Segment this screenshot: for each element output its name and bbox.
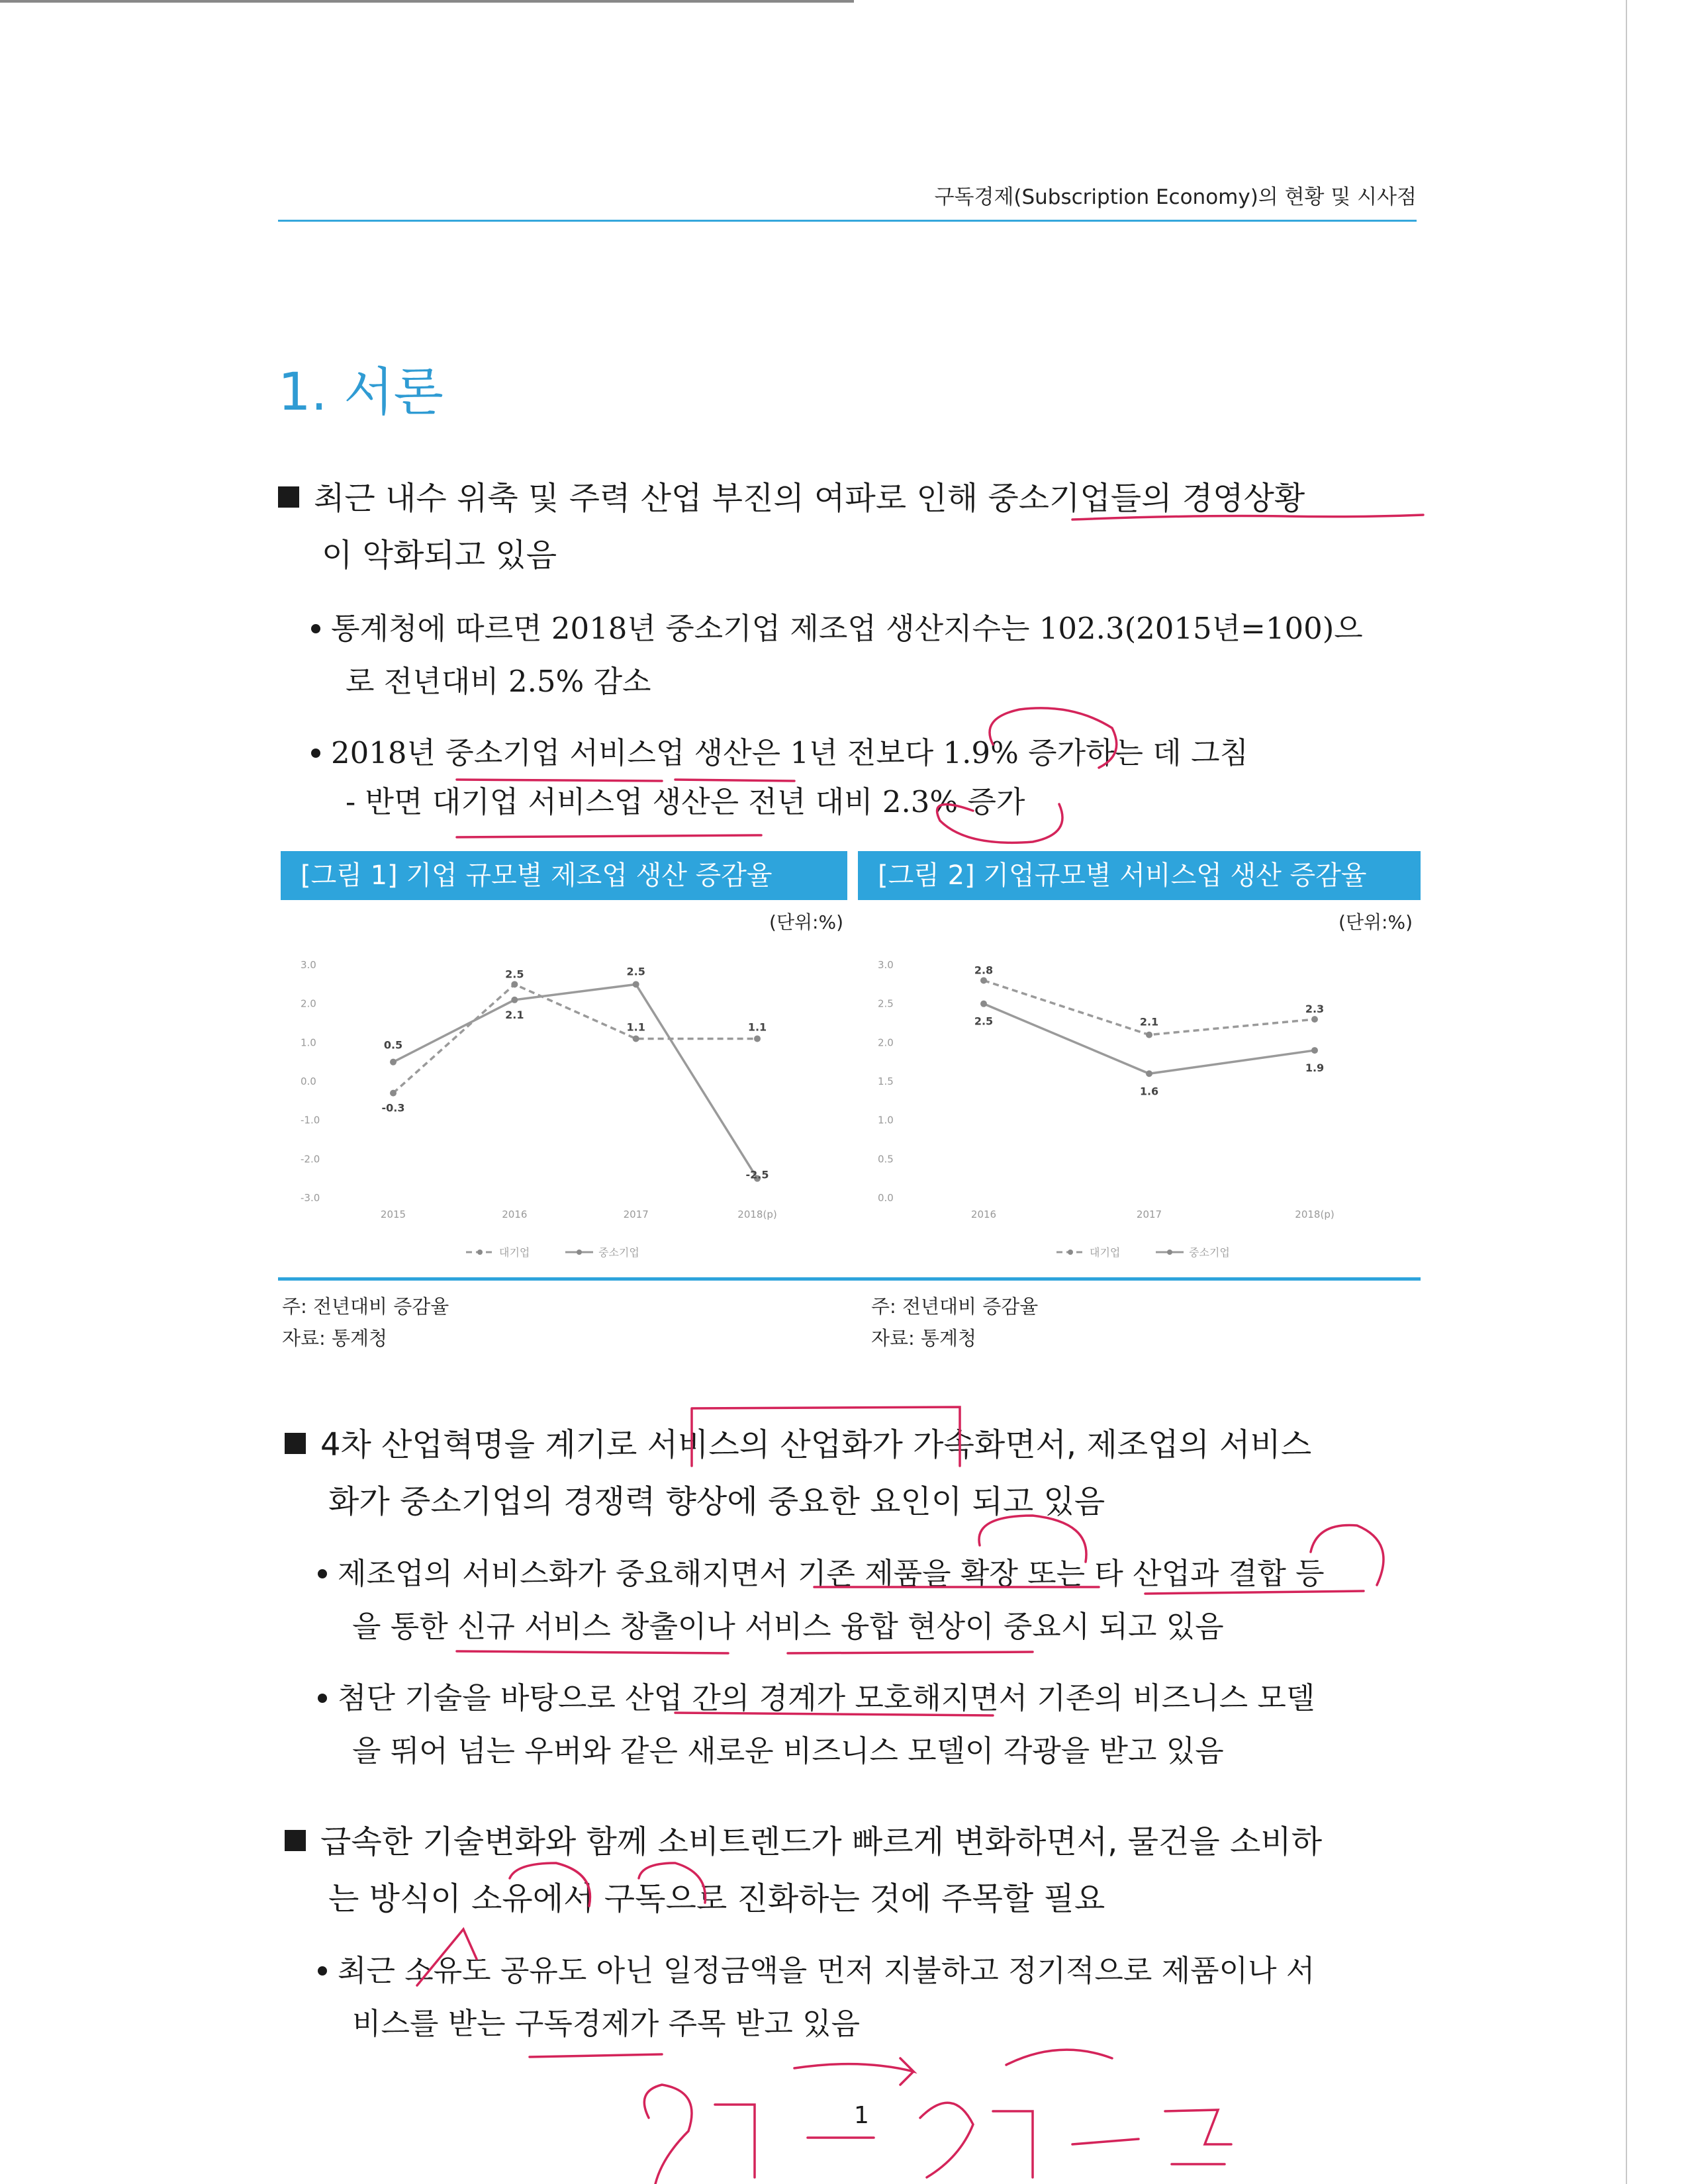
y-tick-label: -3.0	[301, 1192, 320, 1204]
handwriting-mark	[993, 2111, 1033, 2177]
para3-bullet1-line2: 비스를 받는 구독경제가 주목 받고 있음	[352, 2006, 861, 2041]
x-tick-label: 2016	[502, 1208, 528, 1220]
data-label: 1.1	[626, 1021, 645, 1034]
y-tick-label: 3.0	[878, 959, 894, 971]
data-label: 2.5	[974, 1015, 994, 1028]
y-tick-label: 1.0	[301, 1036, 316, 1049]
para2-bullet2-line1: 첨단 기술을 바탕으로 산업 간의 경계가 모호해지면서 기존의 비즈니스 모델	[318, 1672, 1436, 1725]
y-tick-label: 0.0	[301, 1075, 316, 1087]
figure-1-source: 자료: 통계청	[282, 1327, 388, 1349]
circle-mark	[937, 804, 1062, 842]
section-title: 1. 서론	[278, 363, 444, 422]
data-label: -0.3	[381, 1101, 405, 1115]
data-label: 2.5	[505, 968, 524, 981]
running-header: 구독경제(Subscription Economy)의 현황 및 시사점	[934, 185, 1417, 209]
legend-label: 대기업	[499, 1246, 530, 1259]
para1-line2: 이 악화되고 있음	[322, 537, 557, 574]
x-tick-label: 2018(p)	[1295, 1208, 1335, 1220]
underline-mark	[1145, 1591, 1364, 1594]
handwriting-mark	[1165, 2110, 1231, 2164]
underline-mark	[457, 835, 761, 837]
handwriting-mark	[644, 2085, 692, 2184]
y-tick-label: 2.0	[301, 997, 316, 1010]
para1-bullet2-line2: - 반면 대기업 서비스업 생산은 전년 대비 2.3% 증가	[346, 784, 1025, 819]
para2-bullet1-line1: 제조업의 서비스화가 중요해지면서 기존 제품을 확장 또는 타 산업과 결합 등	[318, 1547, 1436, 1600]
para2-bullet2-line2: 을 뛰어 넘는 우버와 같은 새로운 비즈니스 모델이 각광을 받고 있음	[352, 1733, 1224, 1768]
data-label: 0.5	[383, 1038, 403, 1052]
arrow-mark	[1006, 2050, 1112, 2065]
figure-2-source: 자료: 통계청	[871, 1327, 977, 1349]
circle-mark	[510, 1863, 590, 1906]
para1-bullet1-line1: 통계청에 따르면 2018년 중소기업 제조업 생산지수는 102.3(2015년=100)으	[311, 602, 1436, 655]
underline-mark	[457, 1651, 728, 1653]
para2-line2: 화가 중소기업의 경쟁력 향상에 중요한 요인이 되고 있음	[328, 1483, 1105, 1520]
x-tick-label: 2017	[623, 1208, 649, 1220]
figure-2-note: 주: 전년대비 증감율	[871, 1295, 1039, 1318]
figure-1-title: [그림 1] 기업 규모별 제조업 생산 증감율	[281, 851, 847, 900]
circle-mark	[639, 1863, 705, 1903]
data-label: 2.5	[626, 965, 645, 978]
page-number: 1	[854, 2102, 869, 2129]
y-tick-label: -1.0	[301, 1114, 320, 1126]
legend-label: 중소기업	[1189, 1246, 1230, 1259]
x-tick-label: 2017	[1136, 1208, 1162, 1220]
data-label: 1.1	[747, 1021, 767, 1034]
data-label: 1.9	[1305, 1062, 1325, 1075]
data-label: 2.3	[1305, 1003, 1325, 1016]
data-label: -2.5	[745, 1168, 769, 1181]
y-tick-label: 1.5	[878, 1075, 894, 1087]
y-tick-label: 3.0	[301, 959, 316, 971]
circle-mark	[1311, 1525, 1383, 1586]
x-tick-label: 2016	[970, 1208, 997, 1220]
underline-mark	[788, 1652, 1033, 1653]
figure-1-note: 주: 전년대비 증감율	[282, 1295, 449, 1318]
underline-mark	[457, 780, 662, 781]
circle-mark	[990, 708, 1117, 768]
y-tick-label: 0.0	[878, 1192, 894, 1204]
y-tick-label: 0.5	[878, 1153, 894, 1165]
y-tick-label: -2.0	[301, 1153, 320, 1165]
para2-bullet1-line2: 을 통한 신규 서비스 창출이나 서비스 융합 현상이 중요시 되고 있음	[352, 1609, 1224, 1644]
figure-2-unit: (단위:%)	[1338, 911, 1413, 933]
para1-bullet1-line2: 로 전년대비 2.5% 감소	[346, 664, 651, 699]
data-label: 2.8	[974, 964, 994, 977]
x-tick-label: 2015	[380, 1208, 406, 1220]
data-label: 2.1	[1139, 1015, 1159, 1028]
underline-mark	[1072, 515, 1423, 520]
bracket-mark	[692, 1407, 960, 1466]
handwriting-mark	[1072, 2139, 1139, 2144]
legend-label: 대기업	[1090, 1246, 1121, 1259]
figure-2-title: [그림 2] 기업규모별 서비스업 생산 증감율	[858, 851, 1421, 900]
underline-mark	[675, 780, 794, 781]
y-tick-label: 2.5	[878, 997, 894, 1010]
para2-line1: 4차 산업혁명을 계기로 서비스의 산업화가 가속화면서, 제조업의 서비스	[285, 1416, 1436, 1473]
figure-1-unit: (단위:%)	[769, 911, 843, 933]
legend-label: 중소기업	[598, 1246, 639, 1259]
para3-line1: 급속한 기술변화와 함께 소비트렌드가 빠르게 변화하면서, 물건을 소비하	[285, 1813, 1436, 1870]
data-label: 1.6	[1139, 1085, 1159, 1098]
underline-mark	[530, 2054, 662, 2057]
underline-mark	[675, 1713, 993, 1715]
y-tick-label: 2.0	[878, 1036, 894, 1049]
handwriting-mark	[715, 2105, 755, 2177]
para1-bullet2-line1: 2018년 중소기업 서비스업 생산은 1년 전보다 1.9% 증가하는 데 그침	[311, 727, 1436, 780]
x-tick-label: 2018(p)	[737, 1208, 777, 1220]
para3-line2: 는 방식이 소유에서 구독으로 진화하는 것에 주목할 필요	[328, 1880, 1105, 1917]
circle-mark	[979, 1516, 1086, 1562]
data-label: 2.1	[505, 1008, 524, 1021]
y-tick-label: 1.0	[878, 1114, 894, 1126]
arrow-mark	[794, 2058, 914, 2085]
check-mark	[417, 1929, 477, 1985]
handwriting-mark	[920, 2103, 973, 2177]
para3-bullet1-line1: 최근 소유도 공유도 아닌 일정금액을 먼저 지불하고 정기적으로 제품이나 서	[318, 1944, 1436, 1997]
para1-line1: 최근 내수 위축 및 주력 산업 부진의 여파로 인해 중소기업들의 경영상황	[278, 470, 1430, 527]
